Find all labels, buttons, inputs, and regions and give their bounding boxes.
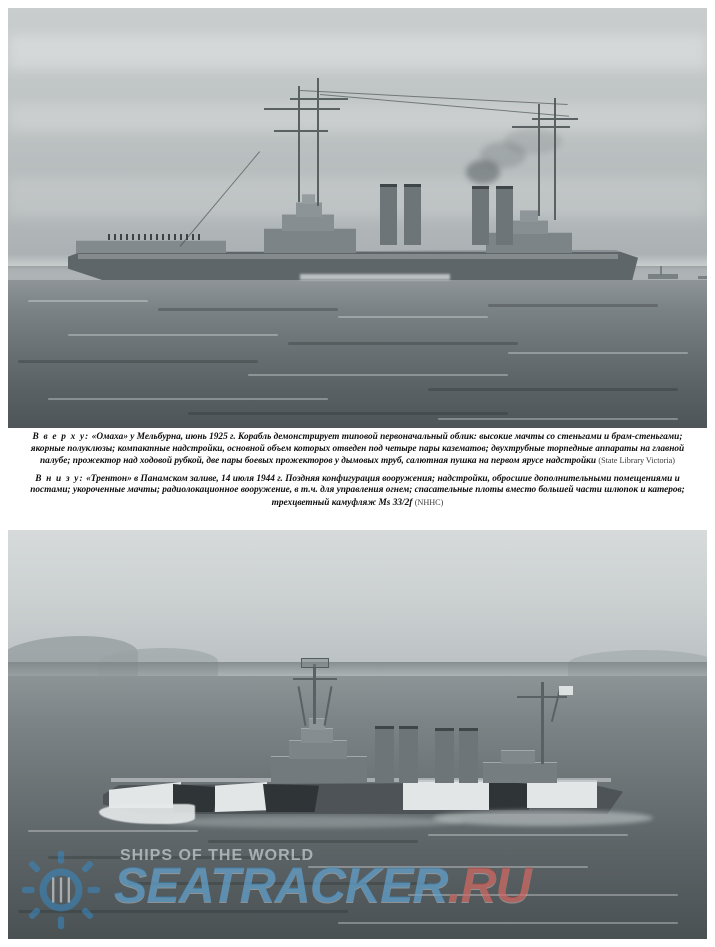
bridge-superstructure [264,228,356,253]
foremast-topmast-yard [290,98,348,100]
funnel-2 [404,184,421,245]
mainmast-topmast [554,98,556,220]
wave-highlight [408,894,678,896]
mainmast [538,104,540,216]
funnel-3 [472,186,489,245]
wave-highlight [438,418,678,420]
bridge-superstructure [271,756,367,783]
funnel-3 [435,728,454,783]
funnel-4 [496,186,513,245]
funnel-2 [399,726,418,783]
wave-shadow [18,910,348,913]
wave-highlight [28,300,148,302]
mainmast-topmast-yard [532,118,578,120]
wave-highlight [48,398,328,400]
wave-highlight [308,866,588,868]
wave-shadow [208,840,418,843]
wave-shadow [48,856,308,859]
caption-bottom-lead: В н и з у: [35,473,84,484]
photo-trenton-panama-1944 [8,530,707,939]
distant-vessel-mast [660,266,662,275]
wave-shadow [128,882,428,885]
aft-superstructure [483,762,557,783]
wave-highlight [428,834,628,836]
wave-highlight [338,316,488,318]
aft-control-station [520,210,538,222]
national-ensign [559,686,573,695]
aft-upper-level [501,750,535,764]
mainmast-yard [517,696,567,698]
wave-highlight [68,334,278,336]
watermark-brand-sea: SEA [114,857,211,913]
director-platform [309,718,325,730]
crew-on-deck [108,234,200,240]
wave-shadow [428,388,678,391]
aft-upper-level [508,220,548,234]
watermark-brand-tld: .RU [447,857,531,913]
foremast-yard-upper [264,108,340,110]
mainmast-yard [512,126,570,128]
wave-highlight [248,374,508,376]
wave-highlight [508,352,688,354]
air-search-radar-antenna [301,658,329,668]
cloud-band [8,34,707,70]
waterline-wash [300,274,450,280]
camo-panel-light [215,782,267,812]
caption-bottom-credit: (NHHC) [414,497,444,507]
ship-omaha [68,68,638,293]
foremast [298,86,300,202]
caption-bottom [16,474,699,510]
camo-panel-light [527,780,597,808]
foremast [313,664,316,724]
funnel-4 [459,728,478,783]
wave-shadow [158,308,338,311]
camo-panel-light [403,780,493,810]
sea-region [8,280,707,428]
foremast-leg [324,686,333,726]
hull-sheer-line [78,254,618,259]
distant-vessel [648,274,678,279]
photo-omaha-melbourne-1925 [8,8,707,428]
funnel-1 [375,726,394,783]
watermark-brand-tracker: TRACKER [210,857,448,913]
camo-panel-dark [489,780,529,810]
caption-bottom-text: «Трентон» в Панамском заливе, 14 июля 1944 г. Поздняя конфигурация вооружения; надстройки, обросшие дополнительными помещениями и постами; укороченные мачты; радиолокационное вооружение, в т.ч. для управления огнем; спасательные плоты вместо большей части шлюпок и катеров; трехцветный камуфляж Ms 33/2f [30,473,685,508]
distant-vessel [698,276,707,279]
caption-top-text: «Омаха» у Мельбурна, июнь 1925 г. Корабль демонстрирует типовой первоначальный облик: высокие мачты со стеньгами и брам-стеньгами; якорные полуклюзы; компактные надстройки, основной объем которых отведен под четыре пары казематов; двухтрубные торпедные аппараты на главной палубе; прожектор над ходовой рубкой, две пары боевых прожекторов у дымовых труб, салютная пушка на первом ярусе надстройки [30,432,685,467]
forestay [180,151,260,247]
pilot-house [301,728,333,743]
wave-shadow [18,360,258,363]
caption-top [16,432,699,468]
wake [433,810,653,826]
camo-panel-dark [263,784,319,812]
searchlight-platform [302,194,315,204]
mainmast [541,682,544,764]
ship-trenton [103,630,623,830]
wave-highlight [338,922,678,924]
wave-highlight [28,830,198,832]
caption-top-credit: (State Library Victoria) [598,456,675,466]
caption-top-lead: В в е р х у: [32,432,90,442]
wake [163,816,463,828]
foremast-leg [298,686,307,726]
foremast-yard [293,678,337,680]
wave-shadow [488,304,658,307]
watermark-overlay-text: SHIPS OF THE WORLD [120,847,314,864]
foremast-yard-lower [274,130,328,132]
forecastle-deck [76,240,226,253]
funnel-1 [380,184,397,245]
wave-shadow [188,412,508,415]
caption-block [8,428,707,514]
wave-shadow [288,342,518,345]
